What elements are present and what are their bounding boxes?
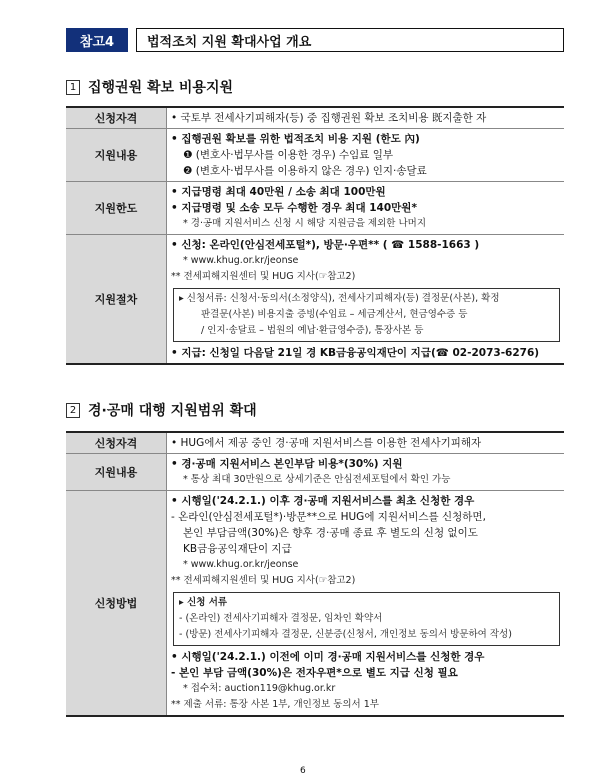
- table-row: [66, 182, 564, 235]
- row-note: * 접수처: auction119@khug.or.kr: [183, 683, 336, 694]
- row-text: KB금융공익재단이 지급: [183, 543, 292, 555]
- section-2-table: [66, 431, 564, 717]
- row-label: 신청자격: [66, 432, 167, 454]
- section-1-title: 집행권원 확보 비용지원: [88, 80, 233, 96]
- row-text: 본인 부담금액(30%)은 향후 경·공매 종료 후 별도의 신청 없이도: [183, 527, 478, 539]
- row-text: • 지급명령 최대 40만원 / 소송 최대 100만원: [171, 186, 386, 198]
- box-text: ▸ 신청 서류: [179, 597, 228, 608]
- box-text: 판결문(사본) 비용지출 증빙(수임료 – 세금계산서, 현금영수증 등: [201, 309, 468, 320]
- table-row: [66, 432, 564, 454]
- table-row: [66, 235, 564, 365]
- row-text: • 신청: 온라인(안심전세포털*), 방문·우편** ( ☎ 1588-1663 ): [171, 239, 480, 251]
- row-label: 지원절차: [66, 235, 167, 365]
- table-row: [66, 107, 564, 129]
- row-text: • 시행일('24.2.1.) 이전에 이미 경·공매 지원서비스를 신청한 경우: [171, 651, 485, 663]
- row-text: • 경·공매 지원서비스 본인부담 비용*(30%) 지원: [171, 458, 403, 470]
- table-row: [66, 491, 564, 717]
- row-text: ❶ (변호사·법무사를 이용한 경우) 수임료 일부: [183, 149, 394, 161]
- box-text: ▸ 신청서류: 신청서·동의서(소정양식), 전세사기피해자(등) 결정문(사본), 확정: [179, 293, 500, 304]
- row-note: * www.khug.or.kr/jeonse: [183, 255, 299, 266]
- row-note: ** 제출 서류: 통장 사본 1부, 개인정보 동의서 1부: [171, 699, 379, 710]
- row-text: • 시행일('24.2.1.) 이후 경·공매 지원서비스를 최초 신청한 경우: [171, 495, 475, 507]
- page-number: 6: [300, 766, 306, 776]
- row-note: ** 전세피해지원센터 및 HUG 지사(☞참고2): [171, 271, 356, 282]
- row-text: • 집행권원 확보를 위한 법적조치 비용 지원 (한도 內): [171, 133, 420, 145]
- table-row: [66, 454, 564, 491]
- box-text: / 인지·송달료 – 법원의 예납·환급영수증), 통장사본 등: [201, 325, 424, 336]
- box-text: - (방문) 전세사기피해자 결정문, 신분증(신청서, 개인정보 동의서 방문하여 작성): [179, 629, 512, 640]
- row-text: ❷ (변호사·법무사를 이용하지 않은 경우) 인지·송달료: [183, 165, 427, 177]
- table-row: [66, 129, 564, 182]
- row-note: * www.khug.or.kr/jeonse: [183, 559, 299, 570]
- section-1-table: [66, 106, 564, 365]
- section-2-number: 2: [66, 403, 80, 418]
- section-1-number: 1: [66, 80, 80, 95]
- row-note: ** 전세피해지원센터 및 HUG 지사(☞참고2): [171, 575, 356, 586]
- row-text: • 국토부 전세사기피해자(등) 중 집행권원 확보 조치비용 既지출한 자: [171, 112, 487, 124]
- section-2-title: 경·공매 대행 지원범위 확대: [88, 403, 257, 419]
- row-text: - 온라인(안심전세포털*)·방문**으로 HUG에 지원서비스를 신청하면,: [171, 511, 486, 523]
- section-1-heading: [66, 77, 233, 97]
- row-text: • HUG에서 제공 중인 경·공매 지원서비스를 이용한 전세사기피해자: [171, 437, 482, 449]
- row-label: 신청방법: [66, 491, 167, 717]
- row-text: - 본인 부담 금액(30%)은 전자우편*으로 별도 지급 신청 필요: [171, 667, 458, 679]
- section-2-heading: [66, 400, 257, 420]
- box-text: - (온라인) 전세사기피해자 결정문, 임차인 확약서: [179, 613, 383, 624]
- row-label: 지원한도: [66, 182, 167, 235]
- header: [66, 28, 564, 52]
- row-note: * 통상 최대 30만원으로 상세기준은 안심전세포털에서 확인 가능: [183, 474, 451, 485]
- row-label: 신청자격: [66, 107, 167, 129]
- row-text: • 지급명령 및 소송 모두 수행한 경우 최대 140만원*: [171, 202, 417, 214]
- row-label: 지원내용: [66, 454, 167, 491]
- row-note: * 경·공매 지원서비스 신청 시 해당 지원금을 제외한 나머지: [183, 218, 426, 229]
- documents-box: [173, 592, 560, 646]
- row-label: 지원내용: [66, 129, 167, 182]
- page-title: 법적조치 지원 확대사업 개요: [136, 28, 564, 52]
- row-text: • 지급: 신청일 다음달 21일 경 KB금융공익재단이 지급(☎ 02-2073-6276): [171, 347, 540, 359]
- appendix-tag: 참고4: [66, 28, 128, 52]
- documents-box: [173, 288, 560, 342]
